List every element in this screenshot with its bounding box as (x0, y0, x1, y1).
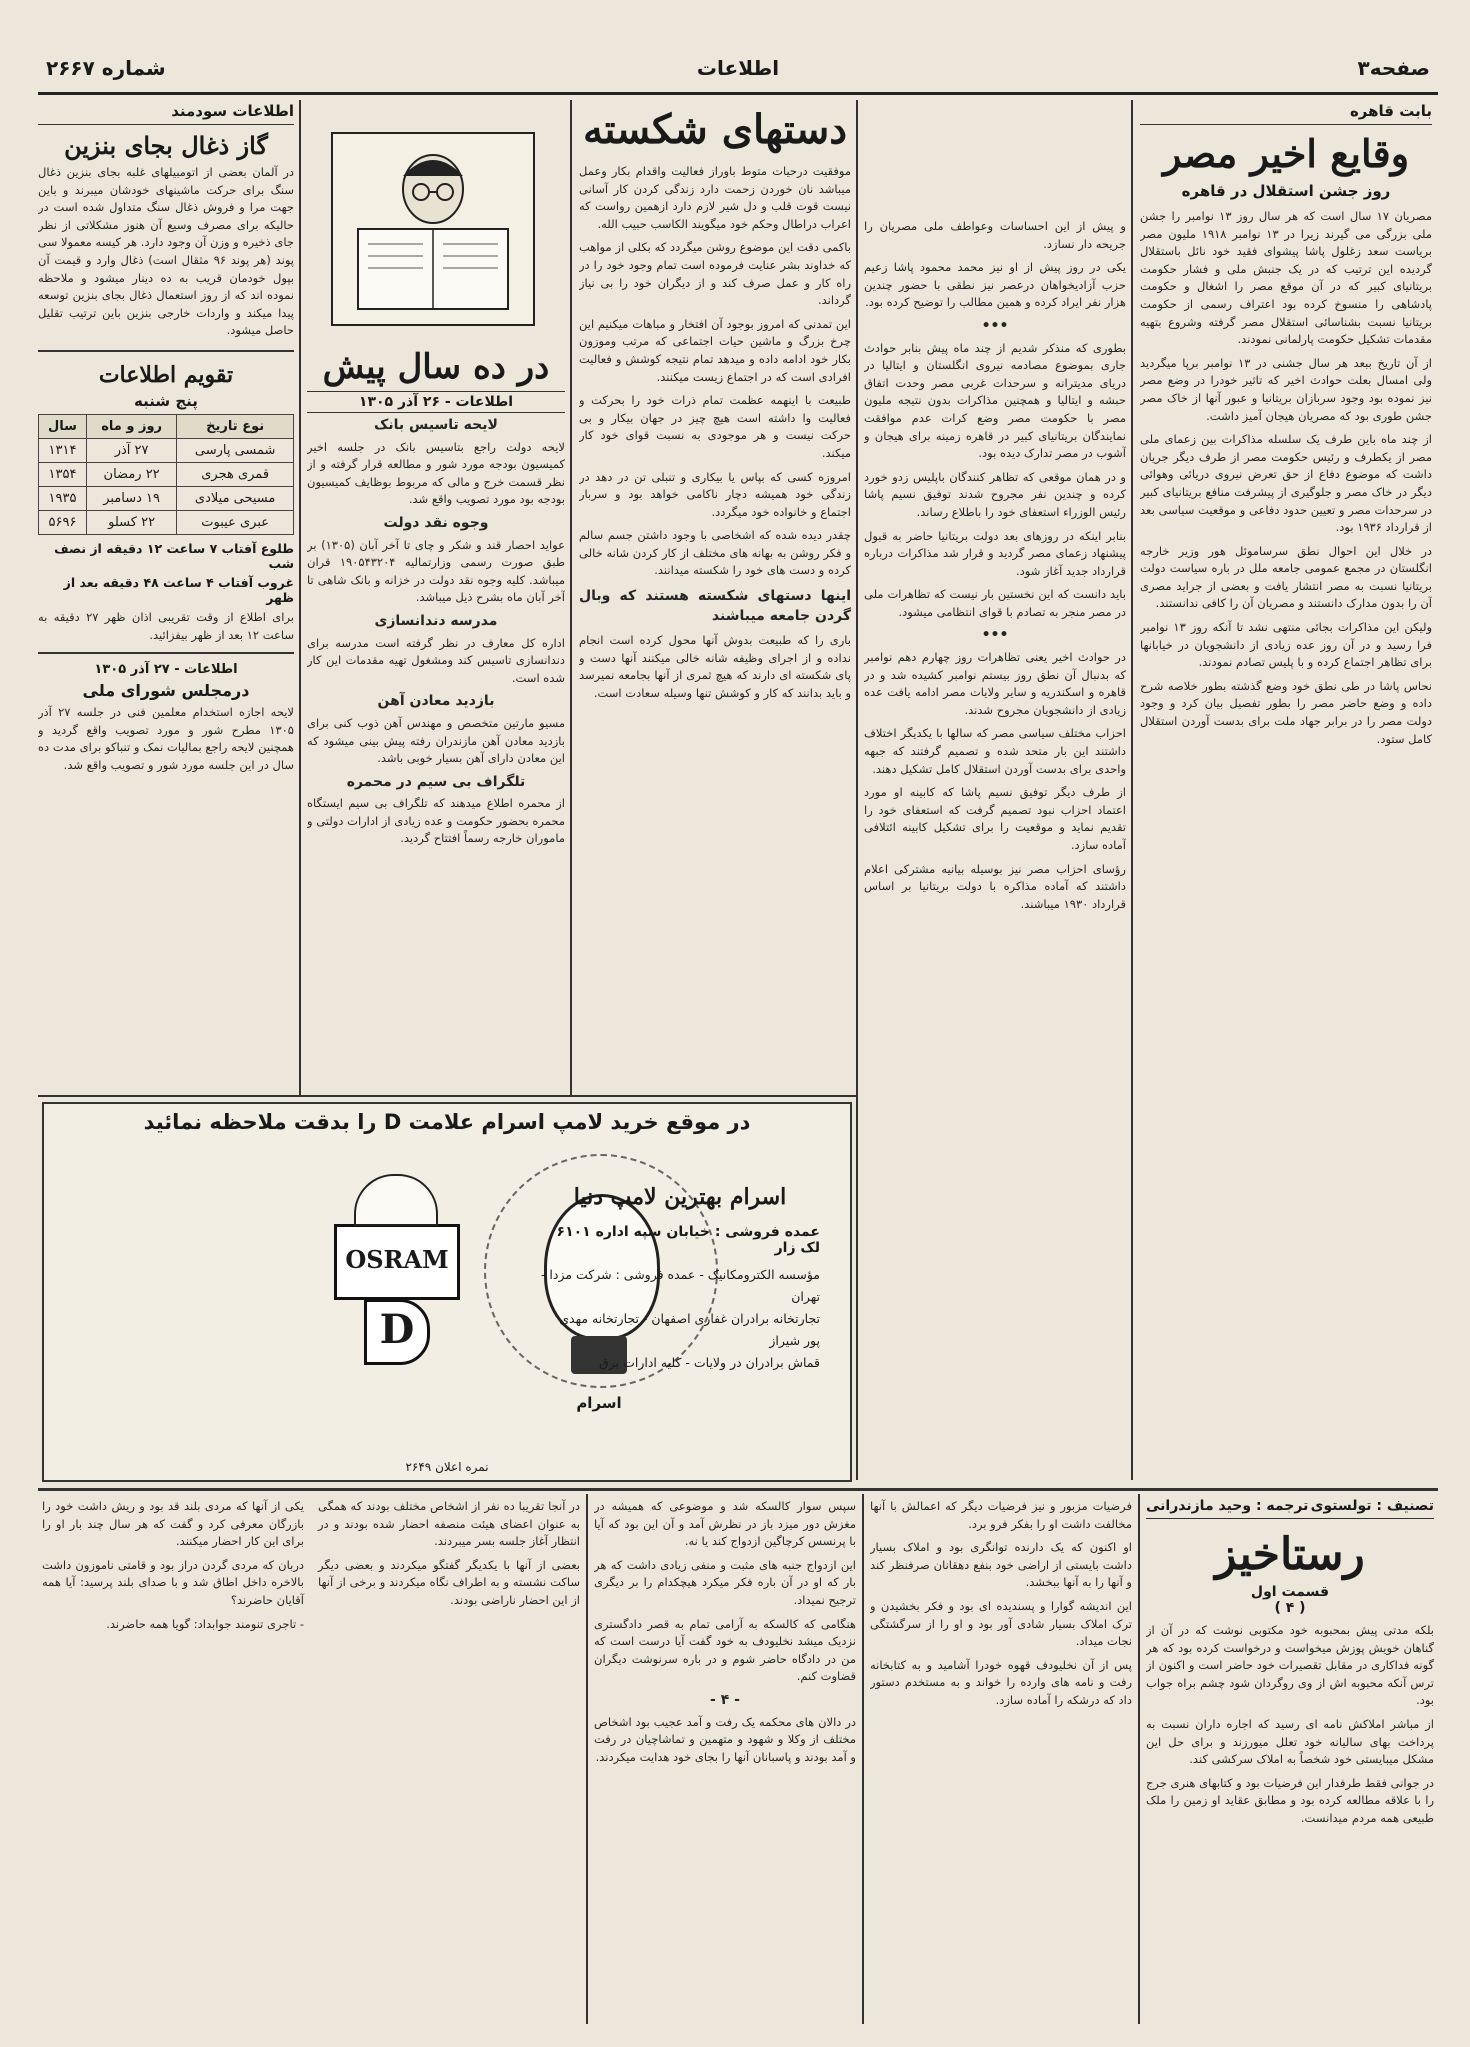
paragraph: یکی از آنها که مردی بلند قد بود و ریش داشت خود را بازرگان معرفی کرد و گفت که هر سال چند بار او را برای این کار احضار میکنند. (42, 1499, 304, 1549)
column-divider (586, 1494, 588, 2024)
story-column-2 (870, 1498, 1132, 2028)
osram-logo: OSRAM (334, 1224, 460, 1300)
osram-agent-line: مؤسسه الکترومکانیک - عمده فروشی : شرکت مزدا - تهران (540, 1267, 820, 1304)
column-header: نوع تاریخ (177, 414, 294, 438)
osram-agent-line: تجارتخانه برادران غفاری اصفهان - تجارتخانه مهدی پور شیراز (559, 1311, 820, 1348)
calendar-title: تقویم اطلاعات (98, 361, 234, 388)
cairo-headline: وقایع اخیر مصر (1162, 131, 1410, 176)
story-body (870, 1498, 1132, 1710)
cell: ۲۷ آذر (86, 438, 176, 462)
paragraph: از مباشر املاکش نامه ای رسید که اجاره داران نسبت به پرداخت بهای سالیانه خود تعلل میورزند و برای حل این مشکل میبایستی خود شخصاً به املاک سرکشی کند. (1146, 1716, 1434, 1767)
paragraph: هنگامی که کالسکه به آرامی تمام به قصر دادگستری نزدیک میشد نخلیودف به خود گفت آیا درست است که من در دادگاه حاضر شوم و در باره سرنوشت دیگران قضاوت کنم. (594, 1616, 856, 1684)
paragraph: از طرف دیگر توفیق نسیم پاشا که کابینه او مورد اعتماد احزاب نبود تصمیم گرفت که استعفای خود را تقدیم نماید و موقعیت را برای تشکیل کابینه ائتلافی آماده سازد. (864, 785, 1126, 852)
item-title: لایحه تاسیس بانک (374, 417, 498, 433)
paragraph: نحاس پاشا در طی نطق خود وضع گذشته بطور خلاصه شرح داده و وضع حاضر مصر را بطور تفصیل بیان کرد و وجود دولت مصر را در برابر جهاد ملت برای بدست آوردن استقلال کامل ستود. (1140, 678, 1432, 746)
reader-drawing (333, 134, 533, 324)
osram-banner: در موقع خرید لامپ اسرام علامت D را بدقت ملاحظه نمائید (143, 1110, 751, 1134)
egypt-continued (864, 218, 1126, 1478)
item-title: مدرسه دندانسازی (374, 612, 498, 629)
broken-hands-body (579, 163, 851, 702)
paragraph: بنابر اینکه در روزهای بعد دولت بریتانیا حاضر به قبول پیشنهاد زعمای مصر گردید و قرار شد مذاکرات درباره قرارداد جدید آغاز شود. (864, 528, 1126, 578)
story-credits (1146, 1498, 1434, 1519)
table-row (39, 486, 294, 510)
column-divider (299, 100, 301, 1095)
sixty-years-body (307, 417, 565, 848)
column-divider (1131, 100, 1133, 1480)
cell: ۱۹۳۵ (39, 486, 87, 510)
paragraph: این تمدنی که امروز بوجود آن افتخار و مباهات میکنیم این چرخ بزرگ و ماشین حیات اجتماعی که مرتب وموزون بکار خود ادامه داده و میدهد تمام نتیجه کوشش و فعالیت افرادی است که در اجتماع زیست میکنند. (579, 316, 851, 384)
paragraph: رؤسای احزاب مصر نیز بوسیله بیانیه مشترکی اعلام داشتند که آماده مذاکره با دولت بریتانیا بر اساس قرارداد ۱۹۳۰ میباشند. (864, 861, 1126, 911)
column-divider (856, 100, 858, 1480)
story-part: قسمت اول (1250, 1584, 1330, 1600)
item-body: مسیو مارتین متخصص و مهندس آهن ذوب کنی برای بازدید معادن آهن مازندران رفته پیش بینی میشود که این معادن دارای آهن بسیار خوبی باشد. (307, 715, 565, 766)
story-translator: ترجمه : وحید مازندرانی (1146, 1498, 1309, 1514)
story-column-4 (42, 1498, 580, 2028)
useful-headline: گاز ذغال بجای بنزین (64, 131, 268, 160)
masthead (38, 48, 1438, 95)
table-row (39, 510, 294, 534)
divider (38, 350, 294, 352)
table-row (39, 438, 294, 462)
cell: قمری هجری (177, 462, 294, 486)
cairo-subhead: روز جشن استقلال در قاهره (1181, 182, 1391, 200)
section-label: بابت قاهره (1140, 102, 1432, 125)
paragraph: بعضی از آنها با یکدیگر گفتگو میکردند و بعضی دیگر ساکت نشسته و به اطراف نگاه میکردند و برخی از آنها از این احضار ناراضی بودند. (318, 1557, 580, 1607)
story-body (594, 1498, 856, 1766)
paragraph: پس از آن نخلیودف قهوه خودرا آشامید و به کتابخانه رفت و نامه های وارده را خواند و به مستخدم دستور داد که درشکه را آماده سازد. (870, 1657, 1132, 1707)
separator: ••• (981, 317, 1009, 334)
page-number: صفحه۳ (1357, 56, 1430, 80)
parliament-dateline: اطلاعات - ۲۷ آذر ۱۳۰۵ (94, 662, 238, 678)
story-column-3 (594, 1498, 856, 2028)
paragraph: چقدر دیده شده که اشخاصی با وجود داشتن جسم سالم و فکر روشن به بهانه های مختلف از کار کردن شانه خالی کرده و دست های خود را شکسته میدانند. (579, 528, 851, 578)
broken-hands-subhead: اینها دستهای شکسته هستند که وبال گردن جامعه میباشند (579, 588, 851, 625)
ad-number: نمره اعلان ۲۶۴۹ (405, 1460, 489, 1474)
bulb-label: اسرام (576, 1394, 622, 1412)
item-body: لایحه دولت راجع بتاسیس بانک در جلسه اخیر کمیسیون بودجه مورد شور و مطالعه قرار گرفته و از نظر قسمت خرج و مالی که مربوط بوظایف کمیسیون بودجه بود مورد تصویب واقع شد. (307, 439, 565, 507)
paragraph: امروزه کسی که بپاس یا بیکاری و تنبلی تن در دهد در زندگی خود همیشه دچار ناکامی خواهد بود و سربار اجتماع و خانواده خود میگردد. (579, 469, 851, 519)
osram-advertisement (42, 1102, 852, 1482)
osram-agent-line: قماش برادران در ولایات - کلیه ادارات برق (599, 1355, 820, 1370)
osram-d-mark: D (364, 1299, 430, 1365)
story-author: تصنیف : تولستوی (1310, 1498, 1434, 1514)
paragraph: باری را که طبیعت بدوش آنها محول کرده است انجام نداده و از اجرای وظیفه شانه خالی میکنند آنها دست و پای شکسته ای دارند که هیچ ثمری از آنها بجامعه نمیرسد و باید بدانند که کار و کوشش تنها وسیله سعادت است. (579, 633, 851, 700)
item-title: تلگراف بی سیم در محمره (346, 773, 526, 790)
parliament-title: درمجلس شورای ملی (82, 681, 250, 701)
paragraph: این ازدواج جنبه های مثبت و منفی زیادی داشت که هر بار که او در آن باره فکر میکرد هیچکدام را بر دیگری ترجیح نمیداد. (594, 1557, 856, 1607)
paragraph: و در همان موقعی که تظاهر کنندگان باپلیس زدو خورد کرده و چندین نفر مجروح شدند توفیق نسیم پاشا رئیس الوزراء استعفای خود را باطلاع رساند. (864, 469, 1126, 519)
paragraph: موفقیت درحیات متوط باوراز فعالیت واقدام بکار وعمل میباشد نان خوردن زحمت دارد زندگی کردن کار آسانی نیست قوت قلب و دل شیر لازم دارد ازهمین رواست که اعراب دراطال وحکم خود میگویند الکاسب حبیب الله. (579, 164, 851, 231)
column-header: سال (39, 414, 87, 438)
sunrise: طلوع آفتاب ۷ ساعت ۱۲ دقیقه از نصف شب (54, 540, 294, 571)
paragraph: بلکه مدتی پیش بمحبوبه خود مکتوبی نوشت که در آن از گناهان خویش پوزش میخواست و درخواست کرده بود که هر گونه فداکاری در مقابل تقصیرات خود حاضر است و اکنون از ترس آنکه محبوبه اش از وی روگردان شود چشم براه جواب بود. (1146, 1623, 1434, 1708)
newspaper-page (38, 48, 1438, 2028)
sixty-years-box (307, 347, 565, 854)
calendar-note: برای اطلاع از وقت تقریبی اذان ظهر ۲۷ دقیقه به ساعت ۱۲ بعد از ظهر بیفزائید. (38, 609, 294, 642)
paragraph: دربان که مردی گردن دراز بود و قامتی ناموزون داشت بالاخره داخل اطاق شد و با صدای بلند پرسید: آیا همه آقایان حاضرند؟ (42, 1557, 304, 1607)
cell: ۲۲ کسلو (86, 510, 176, 534)
osram-text-block (540, 1184, 820, 1454)
sixty-years-headline: در ده سال پیش (322, 347, 550, 387)
story-header-column (1146, 1498, 1434, 2028)
story-episode: ( ۴ ) (1274, 1600, 1306, 1616)
separator: ••• (981, 627, 1009, 644)
item-body: از محمره اطلاع میدهند که تلگراف بی سیم ایستگاه محمره بحضور حکومت و عده زیادی از ادارات دولتی و ماموران خارجه رسماً افتتاح گردید. (307, 796, 565, 846)
column-divider (862, 1494, 864, 2024)
mascot-head-icon (354, 1174, 438, 1226)
paragraph: در حوادث اخیر یعنی تظاهرات روز چهارم دهم نوامبر که بدنبال آن نطق روز بیستم نوامبر کشیده شد و در قاهره و اسکندریه و سایر ولایات مصر ادامه یافت عده زیادی از دانشجویان مجروح شدند. (864, 650, 1126, 717)
paragraph: او اکنون که یک دارنده توانگری بود و املاک بسیار داشت بایستی از اراضی خود بنفع دهقانان صرفنظر کند و آنها را به آنها ببخشد. (870, 1540, 1132, 1590)
osram-tagline: اسرام بهترین لامپ دنیا (573, 1184, 787, 1210)
paragraph: - تاجری تنومند جوابداد: گویا همه حاضرند. (106, 1616, 304, 1631)
cell: ۵۶۹۶ (39, 510, 87, 534)
cell: ۲۲ رمضان (86, 462, 176, 486)
cell: عبری عیبوت (177, 510, 294, 534)
ad-top-rule (38, 1095, 858, 1097)
column-divider (570, 100, 572, 1095)
paragraph: فرضیات مزبور و نیز فرضیات دیگر که اعمالش با آنها مخالفت داشت او را بفکر فرو برد. (870, 1499, 1132, 1531)
cell: شمسی پارسی (177, 438, 294, 462)
sixty-years-dateline: اطلاعات - ۲۶ آذر ۱۳۰۵ (307, 391, 565, 413)
section-label: اطلاعات سودمند (38, 102, 294, 125)
paragraph: احزاب مختلف سیاسی مصر که سالها با یکدیگر اختلاف داشتند این بار متحد شده و تصمیم گرفتند که جبهه واحدی برای بدست آوردن استقلال کامل تشکیل دهند. (864, 726, 1126, 776)
paragraph: در جوانی فقط طرفدار این فرضیات بود و کتابهای هنری جرج را با علاقه مطالعه کرده بود و مطابق عقاید او زمین را ملک طبیعی همه مردم میدانست. (1146, 1775, 1434, 1825)
paragraph: از آن تاریخ ببعد هر سال جشنی در ۱۳ نوامبر برپا میگردید ولی امسال بعلت حوادث اخیر که تاثیر خودرا در وضع مصر نیز نموده بود وجود سربازان بریتانیا و عبور آنها از خاک مصر جشن طوری بود که مصریان هیجان آمیز داشت. (1140, 355, 1432, 423)
divider (38, 652, 294, 654)
info-column (38, 102, 294, 1090)
item-body: عواید احصار قند و شکر و چای تا آخر آبان (۱۳۰۵) بر طبق صورت رسمی وزارتمالیه ۱۹۰۵۴۳۲۰۴ قران میباشد. کلیه وجوه نقد دولت در خزانه و بانک شاهی تا آخر آبان ماه بشرح ذیل میباشد. (307, 537, 565, 605)
story-body (1146, 1622, 1434, 1828)
separator: - ۴ - (710, 1691, 740, 1708)
paragraph: ولیکن این مذاکرات بجائی منتهی نشد تا آنکه روز ۱۳ نوامبر فرا رسید و در آن روز عده زیادی از دانشجویان در خیابانها برای تظاهر اجتماع کرده و با پلیس تصادم نمودند. (1140, 620, 1432, 670)
osram-agents: عمده فروشی : خیابان سپه اداره ۶۱۰۱ لک زار (556, 1224, 820, 1256)
broken-hands-article (579, 102, 851, 1090)
paragraph: سپس سوار کالسکه شد و موضوعی که همیشه در مغزش دور میزد باز در نظرش آمد و آن این بود که آیا با پرنسس کرچاگین ازدواج کند یا نه. (594, 1499, 856, 1549)
calendar-weekday: پنج شنبه (134, 391, 198, 410)
sunset: غروب آفتاب ۴ ساعت ۴۸ دقیقه بعد از ظهر (63, 574, 294, 605)
newspaper-reader-illustration (331, 132, 535, 326)
item-body: اداره کل معارف در نظر گرفته است مدرسه برای دندانسازی تاسیس کند ومشغول تهیه مقدمات این کار شده است. (307, 635, 565, 685)
cairo-body (1140, 208, 1432, 748)
item-title: وجوه نقد دولت (383, 514, 489, 531)
cairo-article (1140, 102, 1432, 1477)
issue-number: شماره ۲۶۶۷ (46, 56, 166, 80)
paragraph: و پیش از این احساسات وعواطف ملی مصریان را جریحه دار نسازد. (864, 219, 1126, 251)
cell: مسیحی میلادی (177, 486, 294, 510)
cell: ۱۳۱۴ (39, 438, 87, 462)
paragraph: باکمی دقت این موضوع روشن میگردد که بکلی از مواهب که خداوند بشر عنایت فرموده است تمام وجود خود را در راه کار و عمل صرف کند و از دیگران خود را بی نیاز گرداند. (579, 240, 851, 308)
egypt-body (864, 218, 1126, 913)
paragraph: بطوری که منذکر شدیم از چند ماه پیش بنابر حوادث جاری بموضوع مصادمه نیروی انگلستان و ایتالیا در دریای مدیترانه و سرحدات غربی مصر وحدت اتفاق حبشه و ایتالیا و همچنین مذاکرات بدون نتیجه ملیون مصر با حکومت مصر وضع کرات عدم موافقت نمایندگان بریتانیای کبیر در قاهره زمینه برای هیجان و آشوب در مصر تدارک دیده بود. (864, 340, 1126, 461)
archive-column (307, 102, 565, 1090)
calendar-table (38, 414, 294, 535)
column-header: روز و ماه (86, 414, 176, 438)
paper-name: اطلاعات (696, 56, 780, 80)
paragraph: مصریان ۱۷ سال است که هر سال روز ۱۳ نوامبر را جشن ملی بزرگی می گیرند زیرا در ۱۳ نوامبر ۱۹۱۸ ملیون مصر بریاست سعد زغلول پاشا پیشوای فقید خود نائل باستقلال گردیده این ترتیب که در یک جنبش ملی و فشار حکومت بریتانیای کبیر که در آن موقع مصر را اشغال و حکومت پادشاهی را منسوخ کرده بود اعتراف رسمی از حکومت بریتانیا نسبت بشناسائی استقلال مصر گرفته وشروع بتهیه مقدمات تشکیل حکومت پارلمانی نمودند. (1140, 209, 1432, 347)
story-body (42, 1498, 580, 2018)
story-title: رستاخیز (1215, 1529, 1365, 1580)
parliament-body: لایحه اجازه استخدام معلمین فنی در جلسه ۲۷ آذر ۱۳۰۵ مطرح شور و مورد تصویب واقع گردید و همچنین لایحه راجع بمالیات نمک و تنباکو برای مدت ده سال در این جلسه مورد شور و تصویب واقع شد. (38, 705, 294, 772)
paragraph: در خلال این احوال نطق سرساموئل هور وزیر خارجه انگلستان در مجمع عمومی جامعه ملل در باره سیاست دولت بریتانیا نسبت به مصر انتشار یافت و بعضی از جراید مصری آن را بدون مدارک دانستند و مصریان آن را کافی ندانستند. (1140, 543, 1432, 611)
paragraph: یکی در روز پیش از او نیز محمد محمود پاشا زعیم حزب آزادیخواهان درعصر نیز نطقی با حضور چندین هزار نفر ایراد کرده و همین مطالب را توضیح کرده بود. (864, 260, 1126, 310)
paragraph: در دالان های محکمه یک رفت و آمد عجیب بود اشخاص مختلف از وکلا و شهود و متهمین و تماشاچیان در رفت و آمد بودند و پاسبانان آنها را بجای خود هدایت میکردند. (594, 1714, 856, 1764)
paragraph: طبیعت با اینهمه عظمت تمام ذرات خود را بحرکت و فعالیت وا داشته است هیچ چیز در جهان بیکار و بی حرکت نیست و هر موجودی به نسبت قوای خود کار میکند. (579, 393, 851, 460)
paragraph: در آنجا تقریبا ده نفر از اشخاص مختلف بودند که همگی به عنوان اعضای هیئت منصفه احضار شده بودند و در انتظار آغاز جلسه بسر میبردند. (318, 1499, 580, 1549)
cell: ۱۳۵۴ (39, 462, 87, 486)
table-row (39, 462, 294, 486)
paragraph: باید دانست که این نخستین بار نیست که تظاهرات ملی در مصر منجر به تصادم با قوای انتظامی میشود. (864, 587, 1126, 619)
paragraph: این اندیشه گوارا و پسندیده ای بود و فکر بخشیدن و ترک املاک بسیار شادی آور بود و او را از سرگشتگی نجات میداد. (870, 1598, 1132, 1649)
story-top-rule (38, 1488, 1438, 1491)
useful-body: در آلمان بعضی از اتومبیلهای غلبه بجای بنزین ذغال سنگ برای حرکت ماشینهای خودشان میبرند و باین جهت مرا و فروش ذغال سنگ متداول شده است در حالیکه برای مصرف وسیع آن هنوز مشکلاتی از نظر جای ذخیره و وزن آن وجود دارد. هر کیسه معمولا سی پوند (هر پوند ۹۶ مثقال است) ذغال وارد و قیمت آن بپول خودمان قریب به ده دینار میشود و ملاحظه نموده اند که از روز استعمال ذغال بجای بنزین توسعه پیدا میکند و واردات خارجی بنزین باین ترتیب تقلیل حاصل میشود. (38, 165, 294, 338)
column-divider (1138, 1494, 1140, 2024)
item-title: بازدید معادن آهن (377, 693, 495, 710)
broken-hands-headline: دستهای شکسته (582, 106, 848, 153)
paragraph: از چند ماه باین طرف یک سلسله مذاکرات بین زعمای ملی مصر از یکطرف و رئیس حکومت مصر از طرف دیگر جریان داشت که موضوع دفاع از حق تعرض نیروی دریائی وهوائی دیگر در خاک مصر و جلوگیری از پیشرفت منافع بریتانیای کبیر در سرحدات مصر و تعیین حدود دفاعی و موقعیت سیاسی بعد از قرارداد ۱۹۳۶ بود. (1140, 432, 1432, 535)
cell: ۱۹ دسامبر (86, 486, 176, 510)
